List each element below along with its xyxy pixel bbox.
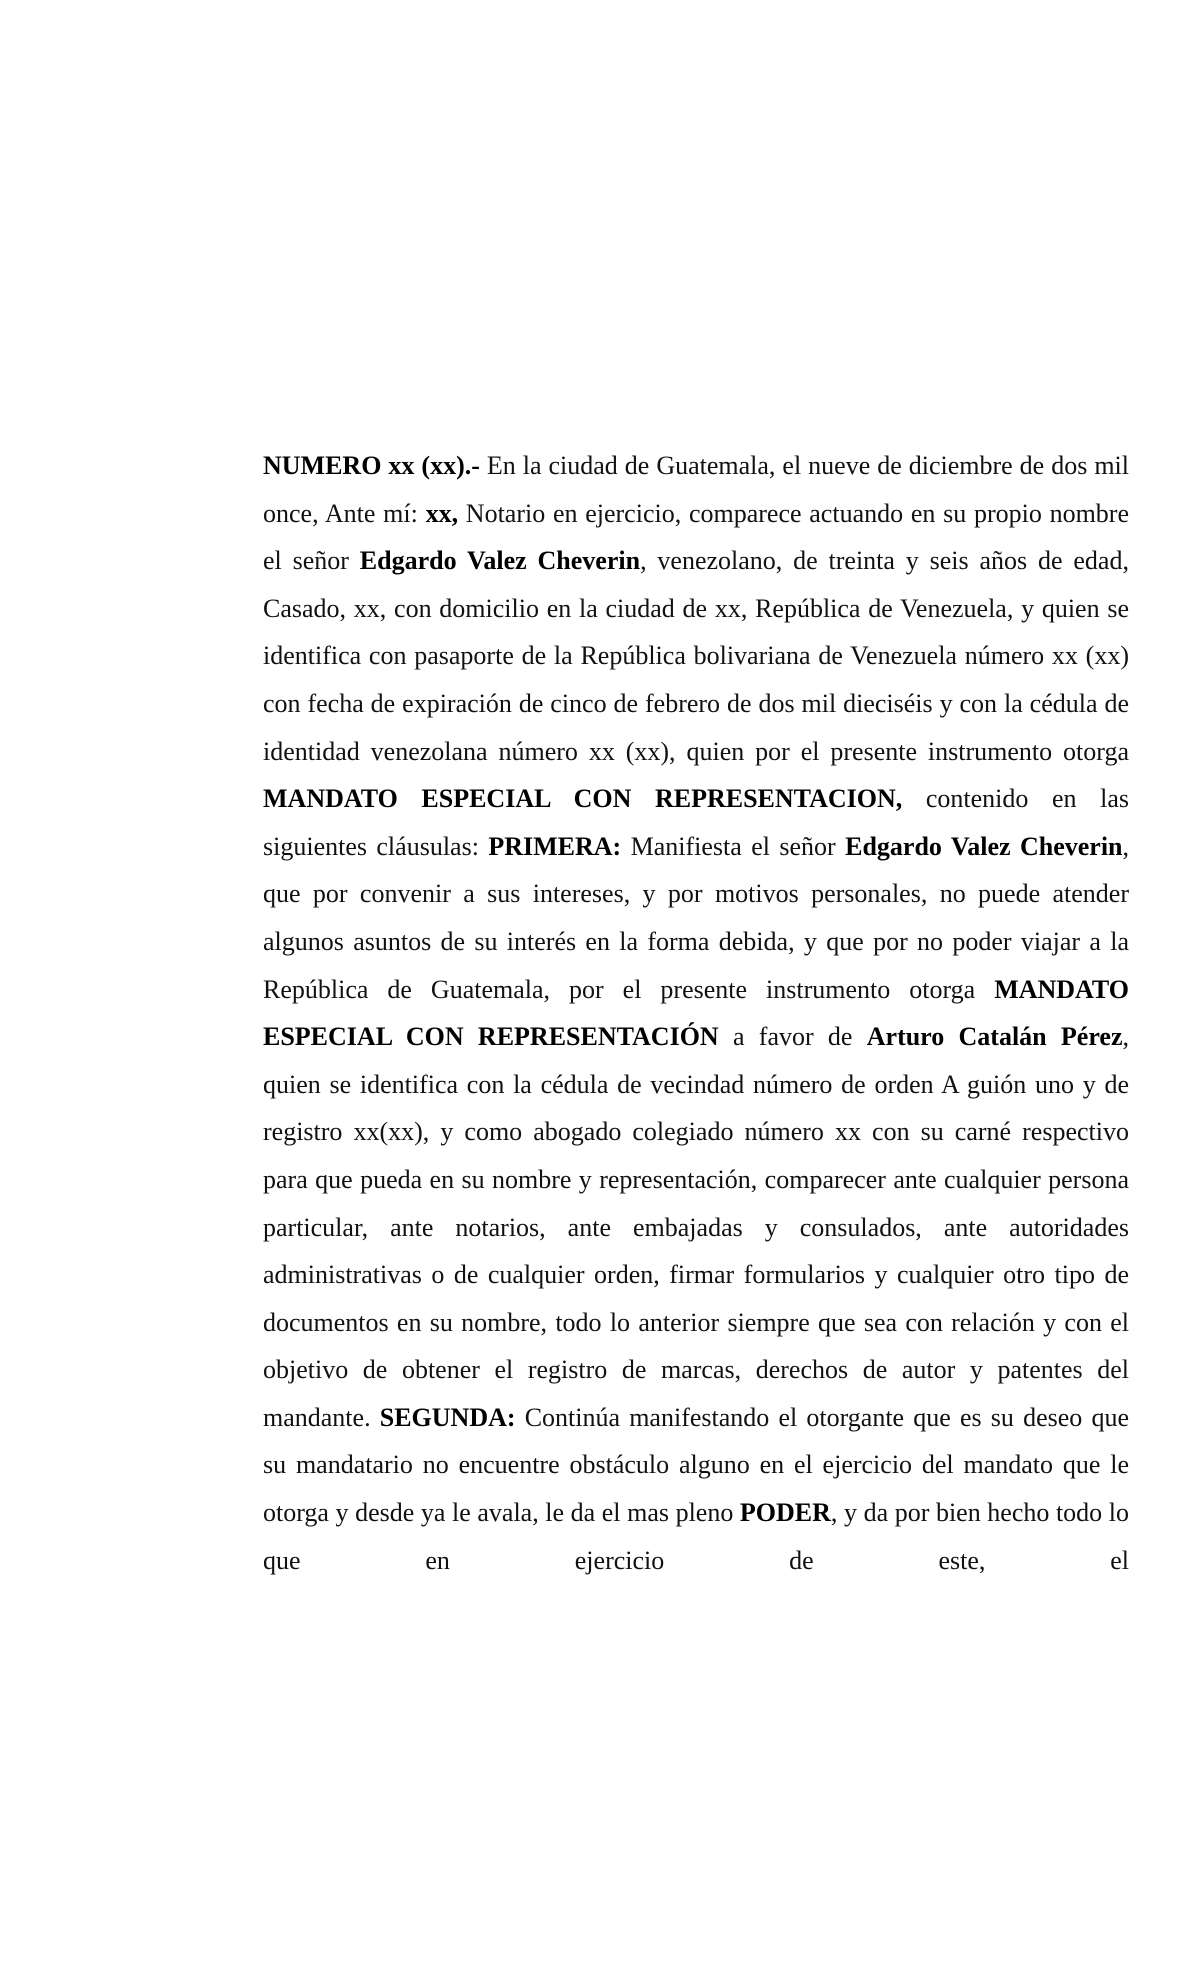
body-text: Manifiesta el señor (621, 831, 846, 861)
body-text: Continúa manifestando el otorgante que es su deseo que su mandatario no encuentre obstáculo alguno en el ejercicio del mandato que le otorga y desde ya le avala, le da el mas pleno (263, 1402, 1129, 1528)
grantor-name: Edgardo Valez Cheverin (359, 546, 641, 576)
mandate-title: MANDATO ESPECIAL CON REPRESENTACIÓN (263, 974, 1129, 1052)
body-text: , y da por bien hecho todo lo que en ejercicio de este, el (263, 1498, 1129, 1575)
body-text: , quien se identifica con la cédula de vecindad número de orden A guión uno y de registro xx(xx), y como abogado colegiado número xx con su carné respectivo para que pueda en su nombre y representación, comparecer ante cualquier persona particular, ante notarios, ante embajadas y consulados, ante autoridades administrativas o de cualquier orden, firmar formularios y cualquier otro tipo de documentos en su nombre, todo lo anterior siempre que sea con relación y con el objetivo de obtener el registro de marcas, derechos de autor y patentes del mandante. (263, 1022, 1129, 1432)
clause-heading-primera: PRIMERA: (488, 831, 622, 861)
power-term: PODER (739, 1498, 831, 1528)
grantor-name: Edgardo Valez Cheverin (845, 831, 1123, 861)
body-text: a favor de (718, 1022, 867, 1052)
attorney-name: Arturo Catalán Pérez (866, 1022, 1123, 1052)
body-text: , que por convenir a sus intereses, y por motivos personales, no puede atender algunos asuntos de su interés en la forma debida, y que por no poder viajar a la República de Guatemala, por el presente instrumento otorga (263, 831, 1130, 1004)
clause-heading-segunda: SEGUNDA: (379, 1402, 516, 1432)
body-text: En la ciudad de Guatemala, el nueve de diciembre de dos mil once, Ante mí: (263, 451, 1129, 528)
deed-number: NUMERO xx (xx).- (263, 451, 480, 480)
notary-name: xx, (425, 498, 459, 528)
document-body (263, 442, 1129, 1584)
body-text: Notario en ejercicio, comparece actuando en su propio nombre el señor (263, 498, 1129, 576)
mandate-title: MANDATO ESPECIAL CON REPRESENTACION, (263, 784, 903, 814)
body-text: , venezolano, de treinta y seis años de edad, Casado, xx, con domicilio en la ciudad de xx, República de Venezuela, y quien se identifica con pasaporte de la República bolivariana de Venezuela número xx (xx) con fecha de expiración de cinco de febrero de dos mil dieciséis y con la cédula de identidad venezolana número xx (xx), quien por el presente instrumento otorga (263, 546, 1129, 766)
body-text: contenido en las siguientes cláusulas: (263, 784, 1129, 861)
